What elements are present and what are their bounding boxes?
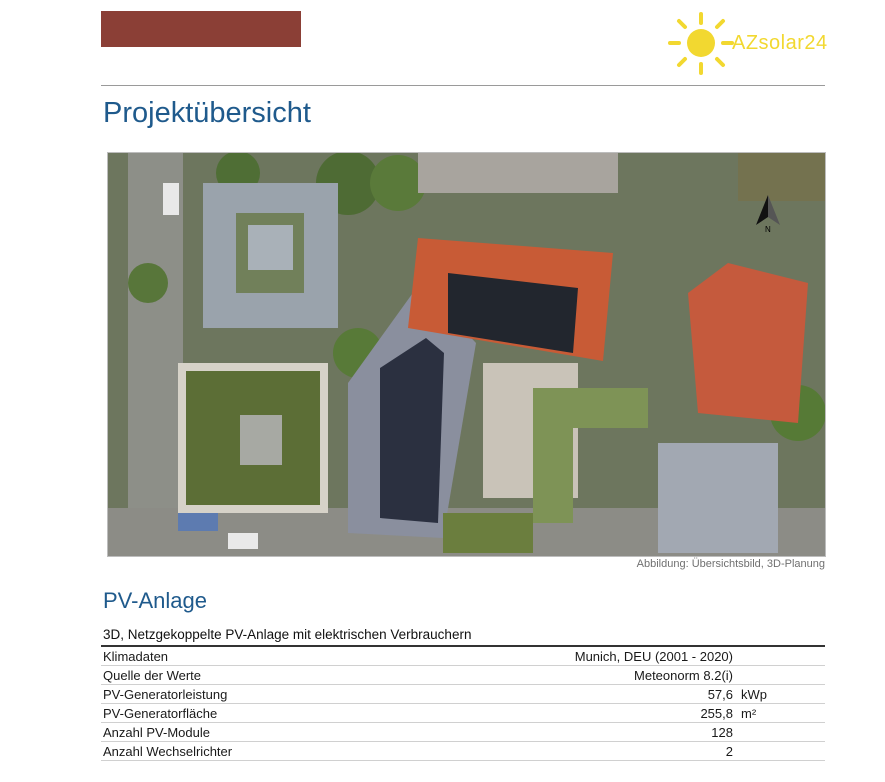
- row-value: 128: [711, 725, 733, 740]
- row-unit: m²: [741, 706, 757, 721]
- row-label: PV-Generatorleistung: [103, 687, 228, 702]
- north-label: N: [765, 225, 771, 234]
- row-value: 255,8: [700, 706, 733, 721]
- row-label: Quelle der Werte: [103, 668, 202, 683]
- company-logo: [666, 10, 836, 76]
- logo-text: AZsolar24: [732, 32, 828, 54]
- table-row: [101, 742, 825, 761]
- table-row: [101, 666, 825, 685]
- row-label: PV-Generatorfläche: [103, 706, 218, 721]
- table-row: [101, 685, 825, 704]
- header-divider: [101, 85, 825, 86]
- row-value: 57,6: [707, 687, 733, 702]
- figure-caption: Abbildung: Übersichtsbild, 3D-Planung: [636, 558, 825, 570]
- section-title: PV-Anlage: [103, 588, 207, 613]
- page-title: Projektübersicht: [103, 97, 311, 129]
- system-description: 3D, Netzgekoppelte PV-Anlage mit elektrischen Verbrauchern: [103, 627, 472, 642]
- aerial-image: [107, 152, 826, 557]
- table-row: [101, 704, 825, 723]
- brand-bar: [101, 11, 301, 47]
- row-value: Munich, DEU (2001 - 2020): [574, 649, 733, 664]
- row-value: 2: [725, 744, 733, 759]
- row-unit: kWp: [741, 687, 767, 702]
- row-label: Anzahl PV-Module: [103, 725, 210, 740]
- table-row: [101, 647, 825, 666]
- sun-icon: [666, 10, 736, 76]
- specs-table: [101, 645, 825, 761]
- row-value: Meteonorm 8.2(i): [634, 668, 733, 683]
- row-label: Anzahl Wechselrichter: [103, 744, 233, 759]
- table-row: [101, 723, 825, 742]
- row-label: Klimadaten: [103, 649, 169, 664]
